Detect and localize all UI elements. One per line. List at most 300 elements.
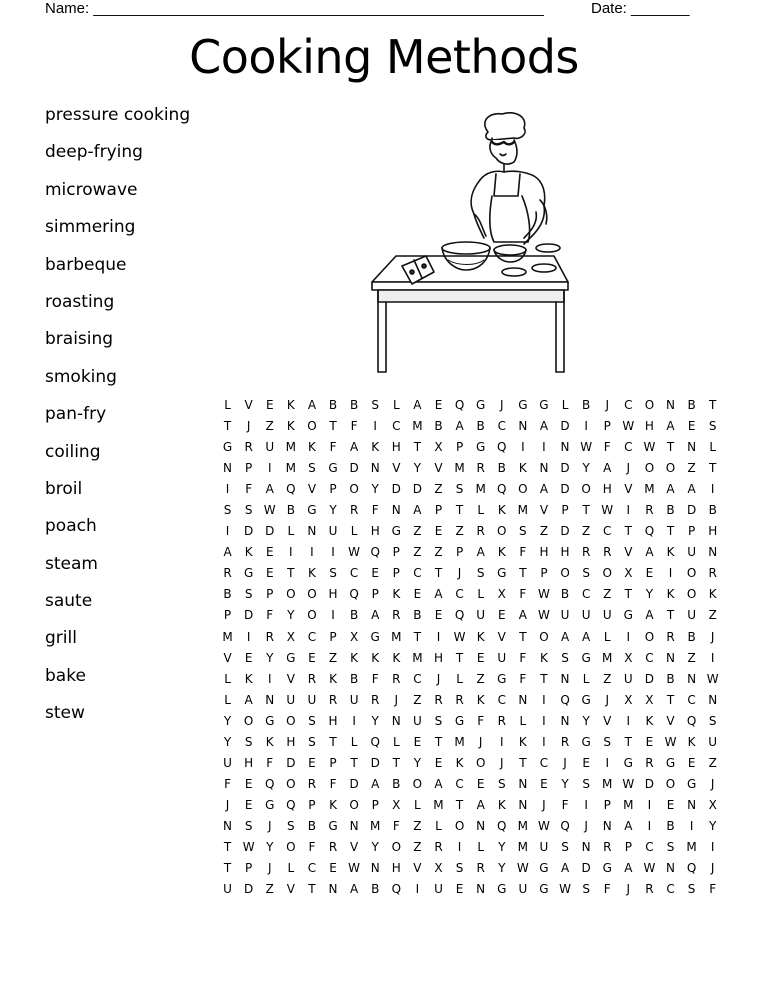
grid-letter[interactable]: Z xyxy=(413,545,422,560)
grid-letter[interactable]: J xyxy=(246,419,251,434)
grid-letter[interactable]: M xyxy=(602,776,613,791)
grid-letter[interactable]: J xyxy=(584,818,588,833)
grid-letter[interactable]: Z xyxy=(328,650,338,665)
grid-letter[interactable]: X xyxy=(349,629,359,644)
grid-letter[interactable]: X xyxy=(497,587,506,602)
grid-letter[interactable]: S xyxy=(308,734,316,749)
grid-letter[interactable]: D xyxy=(686,503,697,518)
grid-letter[interactable]: J xyxy=(436,671,441,686)
grid-letter[interactable]: J xyxy=(563,755,567,770)
grid-letter[interactable]: F xyxy=(266,755,274,770)
grid-letter[interactable]: D xyxy=(244,608,254,623)
grid-letter[interactable]: C xyxy=(455,776,464,791)
grid-letter[interactable]: J xyxy=(499,755,504,770)
grid-letter[interactable]: U xyxy=(328,524,338,539)
grid-letter[interactable]: U xyxy=(434,882,443,897)
grid-letter[interactable]: L xyxy=(709,440,717,455)
grid-letter[interactable]: N xyxy=(687,440,697,455)
grid-letter[interactable]: F xyxy=(329,440,337,455)
grid-letter[interactable]: C xyxy=(666,882,675,897)
grid-letter[interactable]: Z xyxy=(476,671,485,686)
grid-letter[interactable]: M xyxy=(602,650,613,665)
grid-letter[interactable]: T xyxy=(624,734,632,749)
grid-letter[interactable]: T xyxy=(350,755,358,770)
grid-letter[interactable]: Z xyxy=(582,524,591,539)
grid-letter[interactable]: G xyxy=(243,566,254,581)
grid-letter[interactable]: N xyxy=(223,461,233,476)
grid-letter[interactable]: W xyxy=(242,839,255,854)
grid-letter[interactable]: T xyxy=(329,734,337,749)
grid-letter[interactable]: P xyxy=(329,629,337,644)
grid-letter[interactable]: Z xyxy=(687,461,696,476)
grid-letter[interactable]: S xyxy=(476,566,485,581)
grid-letter[interactable]: P xyxy=(455,440,464,455)
grid-letter[interactable]: Z xyxy=(413,692,422,707)
grid-letter[interactable]: N xyxy=(666,861,675,876)
grid-letter[interactable]: G xyxy=(539,882,549,897)
grid-letter[interactable]: Q xyxy=(560,818,570,833)
grid-letter[interactable]: L xyxy=(350,734,358,749)
grid-letter[interactable]: V xyxy=(666,713,675,728)
grid-letter[interactable]: K xyxy=(476,629,485,644)
grid-letter[interactable]: E xyxy=(455,882,464,897)
grid-letter[interactable]: A xyxy=(476,545,485,560)
grid-letter[interactable]: M xyxy=(433,797,444,812)
grid-letter[interactable]: F xyxy=(477,713,485,728)
grid-letter[interactable]: N xyxy=(307,524,317,539)
grid-letter[interactable]: N xyxy=(476,818,486,833)
grid-letter[interactable]: Q xyxy=(349,587,359,602)
grid-letter[interactable]: P xyxy=(540,566,548,581)
grid-letter[interactable]: R xyxy=(371,692,380,707)
grid-letter[interactable]: O xyxy=(665,776,676,791)
grid-letter[interactable]: B xyxy=(371,882,380,897)
grid-letter[interactable]: F xyxy=(266,608,274,623)
grid-letter[interactable]: J xyxy=(542,797,546,812)
grid-letter[interactable]: I xyxy=(605,755,609,770)
grid-letter[interactable]: C xyxy=(581,587,591,602)
grid-letter[interactable]: V xyxy=(603,713,612,728)
grid-letter[interactable]: J xyxy=(605,398,609,412)
grid-letter[interactable]: H xyxy=(560,545,570,560)
grid-letter[interactable]: T xyxy=(709,461,717,476)
grid-letter[interactable]: R xyxy=(581,545,591,560)
grid-letter[interactable]: K xyxy=(371,650,380,665)
grid-letter[interactable]: C xyxy=(687,692,696,707)
grid-letter[interactable]: G xyxy=(286,650,296,665)
grid-letter[interactable]: O xyxy=(644,398,655,412)
grid-letter[interactable]: P xyxy=(603,419,611,434)
grid-letter[interactable]: I xyxy=(542,440,546,455)
grid-letter[interactable]: S xyxy=(519,524,527,539)
grid-letter[interactable]: Y xyxy=(645,587,654,602)
grid-letter[interactable]: O xyxy=(243,713,254,728)
grid-letter[interactable]: Z xyxy=(455,524,464,539)
grid-letter[interactable]: J xyxy=(394,692,399,707)
grid-letter[interactable]: M xyxy=(454,734,465,749)
grid-letter[interactable]: A xyxy=(518,608,527,623)
grid-letter[interactable]: S xyxy=(287,818,295,833)
grid-letter[interactable]: Y xyxy=(371,839,379,854)
grid-letter[interactable]: E xyxy=(434,608,443,623)
grid-letter[interactable]: U xyxy=(687,608,696,623)
grid-letter[interactable]: X xyxy=(624,650,633,665)
grid-letter[interactable]: I xyxy=(289,545,293,560)
grid-letter[interactable]: S xyxy=(582,566,590,581)
grid-letter[interactable]: L xyxy=(224,671,231,686)
grid-letter[interactable]: N xyxy=(265,692,275,707)
grid-letter[interactable]: U xyxy=(497,650,507,665)
grid-letter[interactable]: A xyxy=(666,482,675,497)
grid-letter[interactable]: E xyxy=(687,755,696,770)
grid-letter[interactable]: A xyxy=(413,503,422,518)
grid-letter[interactable]: S xyxy=(561,650,569,665)
grid-letter[interactable]: R xyxy=(497,713,506,728)
grid-letter[interactable]: Y xyxy=(266,839,274,854)
grid-letter[interactable]: T xyxy=(223,419,232,434)
grid-letter[interactable]: N xyxy=(518,776,528,791)
grid-letter[interactable]: K xyxy=(286,398,295,412)
grid-letter[interactable]: W xyxy=(601,503,614,518)
grid-letter[interactable]: A xyxy=(582,629,591,644)
grid-letter[interactable]: Z xyxy=(265,419,274,434)
grid-letter[interactable]: P xyxy=(603,797,611,812)
grid-letter[interactable]: S xyxy=(308,461,316,476)
grid-letter[interactable]: P xyxy=(434,503,443,518)
grid-letter[interactable]: A xyxy=(434,587,443,602)
grid-letter[interactable]: T xyxy=(413,629,422,644)
grid-letter[interactable]: R xyxy=(603,545,612,560)
grid-letter[interactable]: K xyxy=(244,671,253,686)
grid-letter[interactable]: V xyxy=(350,839,359,854)
grid-letter[interactable]: N xyxy=(518,797,528,812)
grid-letter[interactable]: O xyxy=(602,566,612,581)
grid-letter[interactable]: T xyxy=(666,608,675,623)
grid-letter[interactable]: X xyxy=(645,692,654,707)
grid-letter[interactable]: T xyxy=(434,734,443,749)
grid-letter[interactable]: C xyxy=(497,692,506,707)
grid-letter[interactable]: O xyxy=(307,419,317,434)
grid-letter[interactable]: Y xyxy=(561,776,569,791)
grid-letter[interactable]: N xyxy=(370,461,380,476)
grid-letter[interactable]: D xyxy=(349,776,359,791)
grid-letter[interactable]: Y xyxy=(709,818,717,833)
grid-letter[interactable]: A xyxy=(645,545,654,560)
grid-letter[interactable]: K xyxy=(371,440,380,455)
grid-letter[interactable]: C xyxy=(349,566,359,581)
grid-letter[interactable]: X xyxy=(708,797,717,812)
grid-letter[interactable]: M xyxy=(222,629,233,644)
grid-letter[interactable]: K xyxy=(666,587,675,602)
grid-letter[interactable]: S xyxy=(708,419,717,434)
grid-letter[interactable]: K xyxy=(708,587,717,602)
grid-letter[interactable]: Z xyxy=(434,482,443,497)
grid-letter[interactable]: A xyxy=(265,482,274,497)
grid-letter[interactable]: C xyxy=(603,524,612,539)
grid-letter[interactable]: Y xyxy=(582,713,590,728)
grid-letter[interactable]: B xyxy=(307,818,317,833)
grid-letter[interactable]: E xyxy=(413,734,422,749)
grid-letter[interactable]: I xyxy=(626,629,631,644)
grid-letter[interactable]: U xyxy=(412,713,422,728)
grid-letter[interactable]: Q xyxy=(560,692,570,707)
grid-letter[interactable]: S xyxy=(666,839,675,854)
grid-letter[interactable]: Q xyxy=(497,818,507,833)
grid-letter[interactable]: R xyxy=(645,882,654,897)
grid-letter[interactable]: V xyxy=(244,398,253,412)
grid-letter[interactable]: O xyxy=(454,818,465,833)
grid-letter[interactable]: Y xyxy=(582,461,590,476)
grid-letter[interactable]: C xyxy=(645,650,654,665)
grid-letter[interactable]: E xyxy=(540,776,548,791)
grid-letter[interactable]: F xyxy=(603,882,611,897)
grid-letter[interactable]: D xyxy=(581,861,591,876)
grid-letter[interactable]: M xyxy=(644,482,655,497)
grid-letter[interactable]: J xyxy=(626,882,631,897)
grid-letter[interactable]: C xyxy=(645,839,654,854)
grid-letter[interactable]: W xyxy=(516,861,529,876)
grid-letter[interactable]: E xyxy=(308,650,316,665)
grid-letter[interactable]: G xyxy=(370,629,380,644)
grid-letter[interactable]: R xyxy=(645,755,654,770)
grid-letter[interactable]: K xyxy=(518,461,527,476)
grid-letter[interactable]: I xyxy=(310,545,314,560)
grid-letter[interactable]: R xyxy=(434,839,443,854)
grid-letter[interactable]: W xyxy=(706,671,719,686)
grid-letter[interactable]: A xyxy=(455,419,464,434)
grid-letter[interactable]: J xyxy=(225,797,230,812)
grid-letter[interactable]: R xyxy=(645,503,654,518)
grid-letter[interactable]: M xyxy=(517,839,529,854)
grid-letter[interactable]: N xyxy=(666,650,675,665)
grid-letter[interactable]: T xyxy=(624,587,632,602)
grid-letter[interactable]: J xyxy=(605,692,609,707)
grid-letter[interactable]: V xyxy=(624,545,633,560)
grid-letter[interactable]: M xyxy=(475,482,486,497)
grid-letter[interactable]: P xyxy=(561,503,569,518)
grid-letter[interactable]: Z xyxy=(708,608,717,623)
grid-letter[interactable]: E xyxy=(434,524,443,539)
grid-letter[interactable]: R xyxy=(392,608,401,623)
grid-letter[interactable]: S xyxy=(244,734,253,749)
grid-letter[interactable]: I xyxy=(499,734,504,749)
grid-letter[interactable]: U xyxy=(687,545,696,560)
grid-letter[interactable]: G xyxy=(265,713,275,728)
grid-letter[interactable]: H xyxy=(539,545,549,560)
grid-letter[interactable]: B xyxy=(286,503,295,518)
grid-letter[interactable]: O xyxy=(560,566,570,581)
grid-letter[interactable]: M xyxy=(285,461,296,476)
grid-letter[interactable]: U xyxy=(223,882,232,897)
grid-letter[interactable]: O xyxy=(412,776,423,791)
grid-letter[interactable]: K xyxy=(645,713,654,728)
grid-letter[interactable]: L xyxy=(392,734,400,749)
grid-letter[interactable]: I xyxy=(647,797,652,812)
grid-letter[interactable]: L xyxy=(456,671,463,686)
grid-letter[interactable]: I xyxy=(352,713,356,728)
grid-letter[interactable]: S xyxy=(708,713,717,728)
grid-letter[interactable]: R xyxy=(708,566,717,581)
grid-letter[interactable]: G xyxy=(518,398,528,412)
grid-letter[interactable]: L xyxy=(392,398,400,412)
grid-letter[interactable]: Z xyxy=(413,818,422,833)
grid-letter[interactable]: O xyxy=(286,587,296,602)
grid-letter[interactable]: I xyxy=(225,524,230,539)
grid-letter[interactable]: N xyxy=(560,713,570,728)
grid-letter[interactable]: W xyxy=(348,545,361,560)
grid-letter[interactable]: E xyxy=(308,755,316,770)
grid-letter[interactable]: G xyxy=(328,818,338,833)
grid-letter[interactable]: P xyxy=(371,587,379,602)
grid-letter[interactable]: I xyxy=(626,503,631,518)
grid-letter[interactable]: D xyxy=(244,524,254,539)
grid-letter[interactable]: X xyxy=(434,861,443,876)
grid-letter[interactable]: K xyxy=(540,650,548,665)
grid-letter[interactable]: G xyxy=(476,440,486,455)
grid-letter[interactable]: O xyxy=(307,587,317,602)
grid-letter[interactable]: K xyxy=(666,545,675,560)
grid-letter[interactable]: M xyxy=(412,650,423,665)
grid-letter[interactable]: R xyxy=(392,671,401,686)
grid-letter[interactable]: U xyxy=(623,671,633,686)
grid-letter[interactable]: F xyxy=(392,818,400,833)
grid-letter[interactable]: K xyxy=(687,734,696,749)
grid-letter[interactable]: R xyxy=(349,503,359,518)
grid-letter[interactable]: E xyxy=(434,755,443,770)
grid-letter[interactable]: N xyxy=(687,671,697,686)
grid-letter[interactable]: M xyxy=(391,629,402,644)
grid-letter[interactable]: G xyxy=(222,440,233,455)
grid-letter[interactable]: E xyxy=(265,398,274,412)
grid-letter[interactable]: R xyxy=(560,734,570,749)
grid-letter[interactable]: S xyxy=(582,882,590,897)
grid-letter[interactable]: Y xyxy=(266,650,274,665)
grid-letter[interactable]: W xyxy=(263,503,276,518)
grid-letter[interactable]: B xyxy=(708,503,717,518)
grid-letter[interactable]: B xyxy=(666,671,675,686)
grid-letter[interactable]: Y xyxy=(498,861,506,876)
grid-letter[interactable]: G xyxy=(581,734,591,749)
grid-letter[interactable]: K xyxy=(497,503,506,518)
grid-letter[interactable]: Q xyxy=(644,524,655,539)
grid-letter[interactable]: F xyxy=(709,882,717,897)
grid-letter[interactable]: X xyxy=(624,692,633,707)
grid-letter[interactable]: H xyxy=(370,524,380,539)
grid-letter[interactable]: Q xyxy=(370,545,380,560)
grid-letter[interactable]: A xyxy=(624,818,633,833)
grid-letter[interactable]: I xyxy=(246,629,251,644)
grid-letter[interactable]: W xyxy=(538,587,550,602)
grid-letter[interactable]: M xyxy=(686,839,697,854)
grid-letter[interactable]: D xyxy=(370,755,380,770)
grid-letter[interactable]: K xyxy=(350,650,359,665)
grid-letter[interactable]: K xyxy=(286,419,295,434)
grid-letter[interactable]: L xyxy=(287,524,295,539)
grid-letter[interactable]: O xyxy=(286,839,296,854)
grid-letter[interactable]: Y xyxy=(371,713,379,728)
grid-letter[interactable]: R xyxy=(328,692,338,707)
grid-letter[interactable]: G xyxy=(497,566,507,581)
grid-letter[interactable]: V xyxy=(497,629,506,644)
grid-letter[interactable]: U xyxy=(223,755,232,770)
grid-letter[interactable]: J xyxy=(267,861,272,876)
grid-letter[interactable]: E xyxy=(265,566,274,581)
grid-letter[interactable]: C xyxy=(539,755,549,770)
grid-letter[interactable]: D xyxy=(286,755,296,770)
grid-letter[interactable]: S xyxy=(244,818,253,833)
grid-letter[interactable]: T xyxy=(329,419,337,434)
grid-letter[interactable]: I xyxy=(710,839,715,854)
grid-letter[interactable]: U xyxy=(602,608,612,623)
grid-letter[interactable]: D xyxy=(412,482,423,497)
grid-letter[interactable]: E xyxy=(244,650,253,665)
grid-letter[interactable]: Y xyxy=(371,482,379,497)
grid-letter[interactable]: J xyxy=(457,566,462,581)
grid-letter[interactable]: Y xyxy=(413,461,422,476)
grid-letter[interactable]: N xyxy=(581,839,591,854)
grid-letter[interactable]: B xyxy=(392,776,401,791)
grid-letter[interactable]: I xyxy=(668,566,673,581)
grid-letter[interactable]: I xyxy=(373,419,377,434)
grid-letter[interactable]: T xyxy=(223,861,232,876)
grid-letter[interactable]: V xyxy=(434,461,443,476)
grid-letter[interactable]: E xyxy=(265,545,274,560)
grid-letter[interactable]: Q xyxy=(265,776,275,791)
grid-letter[interactable]: A xyxy=(223,545,232,560)
grid-letter[interactable]: L xyxy=(350,524,358,539)
grid-letter[interactable]: L xyxy=(224,398,231,412)
grid-letter[interactable]: F xyxy=(371,671,379,686)
grid-letter[interactable]: O xyxy=(475,755,486,770)
grid-letter[interactable]: F xyxy=(519,587,527,602)
grid-letter[interactable]: K xyxy=(307,440,316,455)
grid-letter[interactable]: O xyxy=(286,713,296,728)
grid-letter[interactable]: T xyxy=(666,692,675,707)
grid-letter[interactable]: A xyxy=(624,861,633,876)
grid-letter[interactable]: Q xyxy=(286,797,296,812)
grid-letter[interactable]: I xyxy=(267,671,272,686)
grid-letter[interactable]: Z xyxy=(413,524,422,539)
grid-letter[interactable]: P xyxy=(371,797,379,812)
grid-letter[interactable]: R xyxy=(476,524,485,539)
grid-letter[interactable]: R xyxy=(476,861,485,876)
grid-letter[interactable]: H xyxy=(708,524,718,539)
grid-letter[interactable]: U xyxy=(708,734,718,749)
grid-letter[interactable]: U xyxy=(349,692,359,707)
grid-letter[interactable]: I xyxy=(626,713,631,728)
grid-letter[interactable]: R xyxy=(223,566,232,581)
grid-letter[interactable]: P xyxy=(392,566,400,581)
grid-letter[interactable]: G xyxy=(454,713,465,728)
grid-letter[interactable]: V xyxy=(307,482,317,497)
grid-letter[interactable]: U xyxy=(307,692,317,707)
grid-letter[interactable]: A xyxy=(413,398,422,412)
grid-letter[interactable]: S xyxy=(687,882,696,897)
grid-letter[interactable]: T xyxy=(519,755,527,770)
grid-letter[interactable]: L xyxy=(519,713,527,728)
grid-letter[interactable]: E xyxy=(497,608,506,623)
grid-letter[interactable]: K xyxy=(518,734,527,749)
grid-letter[interactable]: R xyxy=(434,692,443,707)
grid-letter[interactable]: F xyxy=(245,482,253,497)
grid-letter[interactable]: K xyxy=(265,734,274,749)
grid-letter[interactable]: G xyxy=(602,861,612,876)
grid-letter[interactable]: G xyxy=(665,755,676,770)
grid-letter[interactable]: Q xyxy=(454,398,465,412)
grid-letter[interactable]: Z xyxy=(687,650,696,665)
grid-letter[interactable]: I xyxy=(584,797,588,812)
grid-letter[interactable]: G xyxy=(539,398,549,412)
